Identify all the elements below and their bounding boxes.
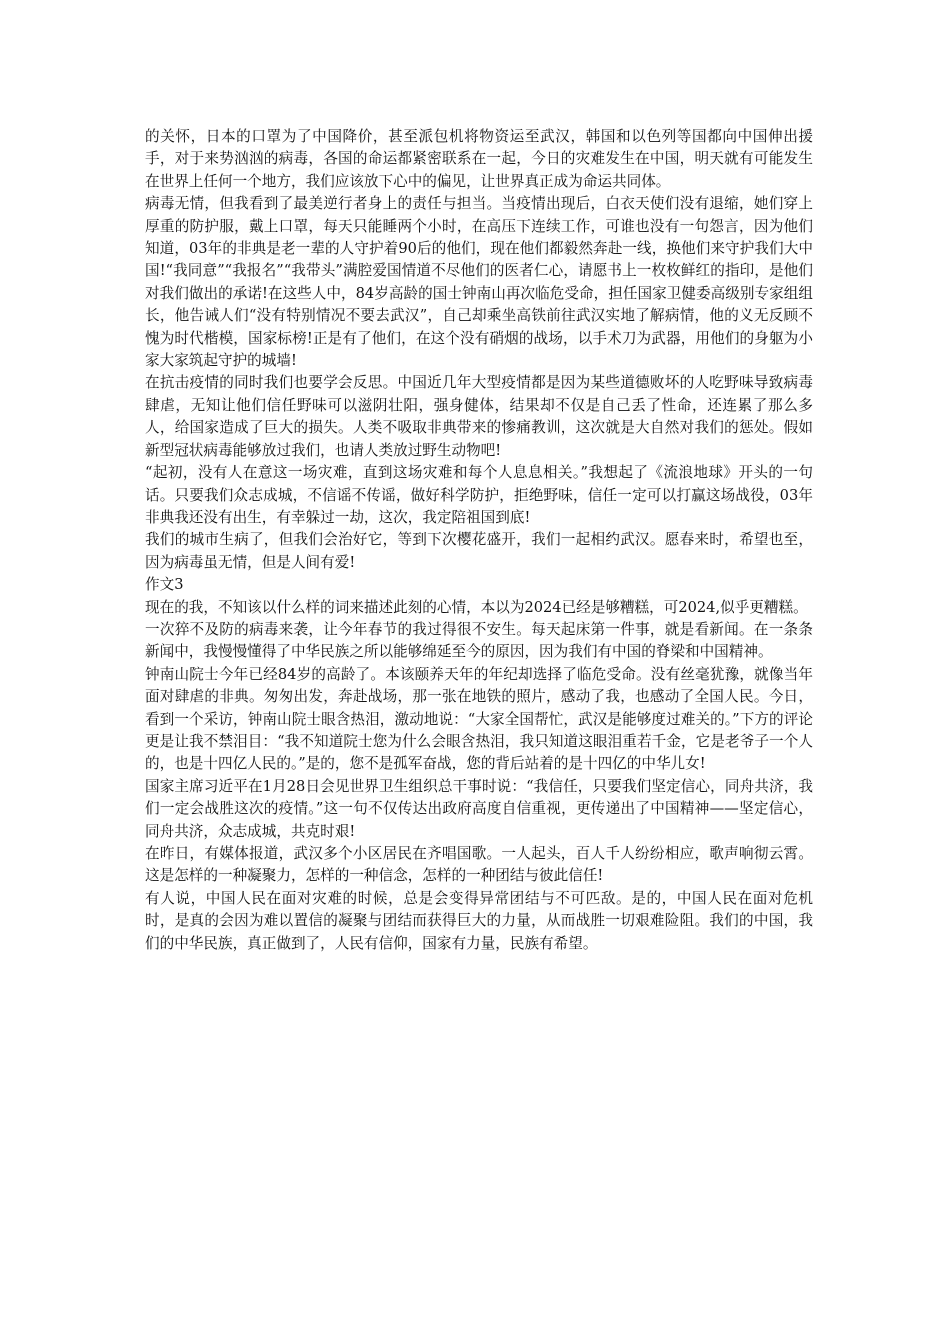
paragraph: 我们的城市生病了，但我们会治好它，等到下次樱花盛开，我们一起相约武汉。愿春来时，希望也至，因为病毒虽无情，但是人间有爱!: [145, 531, 813, 571]
paragraph: 在抗击疫情的同时我们也要学会反思。中国近几年大型疫情都是因为某些道德败坏的人吃野味导致病毒肆虐，无知让他们信任野味可以滋阴壮阳，强身健体，结果却不仅是自己丢了性命，还连累了那么多人，给国家造成了巨大的损失。人类不吸取非典带来的惨痛教训，这次就是大自然对我们的惩处。假如新型冠状病毒能够放过我们，也请人类放过野生动物吧!: [145, 374, 813, 459]
document-page: [145, 126, 813, 955]
paragraph: 现在的我，不知该以什么样的词来描述此刻的心情，本以为2024已经是够糟糕，可2024,似乎更糟糕。: [145, 598, 808, 616]
paragraph: 在昨日，有媒体报道，武汉多个小区居民在齐唱国歌。一人起头，百人千人纷纷相应，歌声响彻云霄。这是怎样的一种凝聚力，怎样的一种信念，怎样的一种团结与彼此信任!: [145, 845, 813, 885]
paragraph: “起初，没有人在意这一场灾难，直到这场灾难和每个人息息相关。”我想起了《流浪地球》开头的一句话。只要我们众志成城，不信谣不传谣，做好科学防护，拒绝野味，信任一定可以打赢这场战役，03年非典我还没有出生，有幸躲过一劫，这次，我定陪祖国到底!: [145, 464, 813, 526]
paragraph: 钟南山院士今年已经84岁的高龄了。本该颐养天年的年纪却选择了临危受命。没有丝毫犹豫，就像当年面对肆虐的非典。匆匆出发，奔赴战场，那一张在地铁的照片，感动了我，也感动了全国人民。今日，看到一个采访，钟南山院士眼含热泪，激动地说：“大家全国帮忙，武汉是能够度过难关的。”下方的评论更是让我不禁泪目：“我不知道院士您为什么会眼含热泪，我只知道这眼泪重若千金，它是老爷子一个人的，也是十四亿人民的。”是的，您不是孤军奋战，您的背后站着的是十四亿的中华儿女!: [145, 665, 813, 773]
essay-heading: 作文3: [145, 576, 184, 594]
paragraph: 一次猝不及防的病毒来袭，让今年春节的我过得很不安生。每天起床第一件事，就是看新闻。在一条条新闻中，我慢慢懂得了中华民族之所以能够绵延至今的原因，因为我们有中国的脊梁和中国精神。: [145, 620, 813, 661]
paragraph: 的关怀，日本的口罩为了中国降价，甚至派包机将物资运至武汉，韩国和以色列等国都向中国伸出援手，对于来势汹汹的病毒，各国的命运都紧密联系在一起，今日的灾难发生在中国，明天就有可能发生在世界上任何一个地方，我们应该放下心中的偏见，让世界真正成为命运共同体。: [145, 128, 813, 190]
paragraph: 有人说，中国人民在面对灾难的时候，总是会变得异常团结与不可匹敌。是的，中国人民在面对危机时，是真的会因为难以置信的凝聚与团结而获得巨大的力量，从而战胜一切艰难险阻。我们的中国，我们的中华民族，真正做到了，人民有信仰，国家有力量，民族有希望。: [145, 889, 813, 952]
paragraph: 国家主席习近平在1月28日会见世界卫生组织总干事时说：“我信任，只要我们坚定信心，同舟共济，我们一定会战胜这次的疫情。”这一句不仅传达出政府高度自信重视，更传递出了中国精神——坚定信心，同舟共济，众志成城，共克时艰!: [145, 777, 813, 840]
paragraph: 病毒无情，但我看到了最美逆行者身上的责任与担当。当疫情出现后，白衣天使们没有退缩，她们穿上厚重的防护服，戴上口罩，每天只能睡两个小时，在高压下连续工作，可谁也没有一句怨言，因为他们知道，03年的非典是老一辈的人守护着90后的他们，现在他们都毅然奔赴一线，换他们来守护我们大中国!“我同意”“我报名”“我带头”满腔爱国情道不尽他们的医者仁心，请愿书上一枚枚鲜红的指印，是他们对我们做出的承诺!在这些人中，84岁高龄的国士钟南山再次临危受命，担任国家卫健委高级别专家组组长，他告诫人们“没有特别情况不要去武汉”，自己却乘坐高铁前往武汉实地了解病情，他的义无反顾不愧为时代楷模，国家标榜!正是有了他们，在这个没有硝烟的战场，以手术刀为武器，用他们的身躯为小家大家筑起守护的城墙!: [145, 195, 813, 370]
